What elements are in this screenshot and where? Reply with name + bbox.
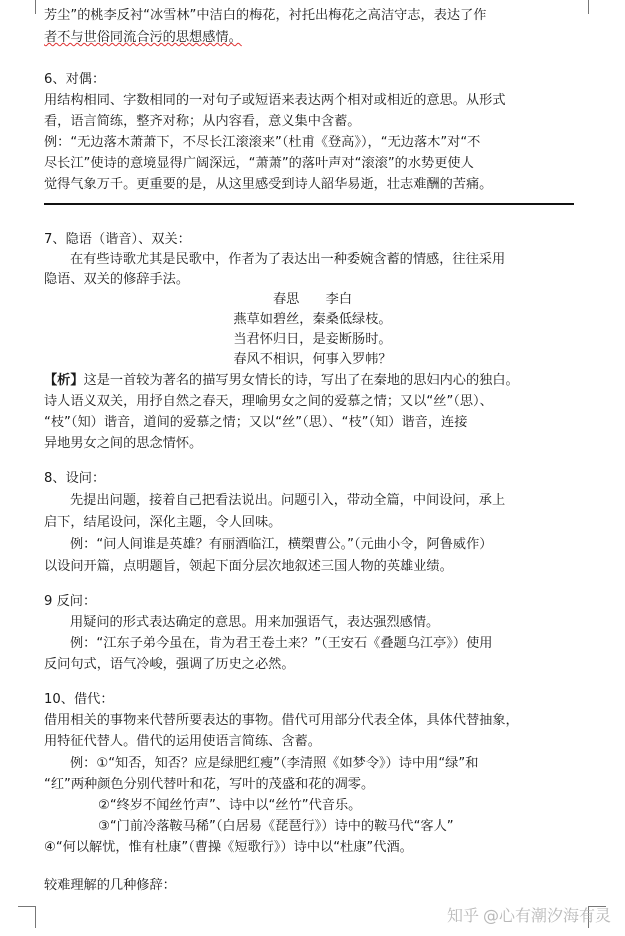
watermark-site: 知乎 xyxy=(446,906,479,925)
section-10-example-5: ④“何以解忧，惟有杜康”（曹操《短歌行》）诗中以“杜康”代酒。 xyxy=(44,840,413,855)
section-10-example-2: “红”两种颜色分别代替叶和花，写叶的茂盛和花的凋零。 xyxy=(44,777,375,792)
section-10-example-1: 例：①“知否，知否？应是绿肥红瘦”（李清照《如梦令》）诗中用“绿”和 xyxy=(70,756,479,771)
section-7-heading: 7、隐语（谐音）、双关： xyxy=(44,232,191,247)
section-10-p1: 借用相关的事物来代替所要表达的事物。借代可用部分代表全体，具体代替抽象， xyxy=(44,713,519,728)
crop-mark-bottom-left-v xyxy=(35,906,36,928)
poem-line-2: 当君怀归日，是妾断肠时。 xyxy=(233,332,392,347)
horizontal-rule xyxy=(44,203,574,205)
section-7-p2: 隐语、双关的修辞手法。 xyxy=(44,272,190,287)
closing-line: 较难理解的几种修辞： xyxy=(44,878,176,893)
section-7-p1: 在有些诗歌尤其是民歌中，作者为了表达出一种委婉含蓄的情感，往往采用 xyxy=(70,252,506,267)
section-10-example-4: ③“门前冷落鞍马稀”（白居易《琵琶行》）诗中的鞍马代“客人” xyxy=(98,819,454,834)
analysis-line-1-text: 这是一首较为著名的描写男女情长的诗，写出了在秦地的思妇内心的独白。 xyxy=(83,373,519,388)
analysis-line-3: “枝”（知）谐音，道间的爱慕之情；又以“丝”（思）、“枝”（知）谐音，连接 xyxy=(44,415,468,430)
section-8-p2: 启下，结尾设问，深化主题，令人回味。 xyxy=(44,515,282,530)
crop-mark-bottom-left-h xyxy=(18,906,36,907)
section-6-p2: 看，语言简练，整齐对称；从内容看，意义集中含蓄。 xyxy=(44,114,361,129)
section-6-heading: 6、对偶： xyxy=(44,72,106,87)
intro-line-2 xyxy=(44,28,242,48)
section-10-p2: 用特征代替人。借代的运用使语言简练、含蓄。 xyxy=(44,734,321,749)
section-8-p1: 先提出问题，接着自己把看法说出。问题引入，带动全篇，中间设问，承上 xyxy=(70,493,506,508)
intro-line-2-text: 者不与世俗同流合污的思想感情。 xyxy=(44,30,242,45)
section-6-example-3: 觉得气象万千。更重要的是，从这里感受到诗人韶华易逝，壮志难酬的苦痛。 xyxy=(44,177,493,192)
section-6-example-2: 尽长江”使诗的意境显得广阔深远，“萧萧”的落叶声对“滚滚”的水势更使人 xyxy=(44,156,474,171)
crop-mark-top-right xyxy=(588,0,589,14)
section-8-example-1: 例：“问人间谁是英雄？有丽酒临江，横槊曹公。”（元曲小令，阿鲁威作） xyxy=(70,537,493,552)
section-10-heading: 10、借代： xyxy=(44,692,114,707)
section-9-p1: 用疑问的形式表达确定的意思。用来加强语气，表达强烈感情。 xyxy=(70,615,440,630)
section-9-example-2: 反问句式，语气冷峻，强调了历史之必然。 xyxy=(44,657,295,672)
section-9-heading: 9 反问： xyxy=(44,594,97,609)
section-8-example-2: 以设问开篇，点明题旨，领起下面分层次地叙述三国人物的英雄业绩。 xyxy=(44,559,453,574)
watermark-user: @心有潮汐海有灵 xyxy=(482,906,611,925)
analysis-mark: 【析】 xyxy=(44,373,84,388)
watermark xyxy=(447,903,611,926)
poem-line-1: 燕草如碧丝，秦桑低绿枝。 xyxy=(233,312,392,327)
section-10-example-3: ②“终岁不闻丝竹声”、诗中以“丝竹”代音乐。 xyxy=(98,798,362,813)
analysis-line-2: 诗人语义双关，用抒自然之春天，理喻男女之间的爱慕之情；又以“丝”（思）、 xyxy=(44,394,493,409)
analysis-line-4: 异地男女之间的思念情怀。 xyxy=(44,436,203,451)
poem-line-3: 春风不相识，何事入罗帏？ xyxy=(233,352,392,367)
section-8-heading: 8、设问： xyxy=(44,471,106,486)
crop-mark-top-left xyxy=(35,0,36,14)
poem-title: 春思 李白 xyxy=(272,292,353,307)
analysis-line-1 xyxy=(44,371,519,391)
section-6-p1: 用结构相同、字数相同的一对句子或短语来表达两个相对或相近的意思。从形式 xyxy=(44,93,506,108)
section-9-example-1: 例：“江东子弟今虽在，肯为君王卷土来？”（王安石《叠题乌江亭》）使用 xyxy=(70,636,493,651)
intro-line-1: 芳尘”的桃李反衬“冰雪林”中洁白的梅花，衬托出梅花之高洁守志，表达了作 xyxy=(44,8,487,23)
section-6-example-1: 例：“无边落木萧萧下，不尽长江滚滚来”（杜甫《登高》），“无边落木”对“不 xyxy=(44,135,481,150)
